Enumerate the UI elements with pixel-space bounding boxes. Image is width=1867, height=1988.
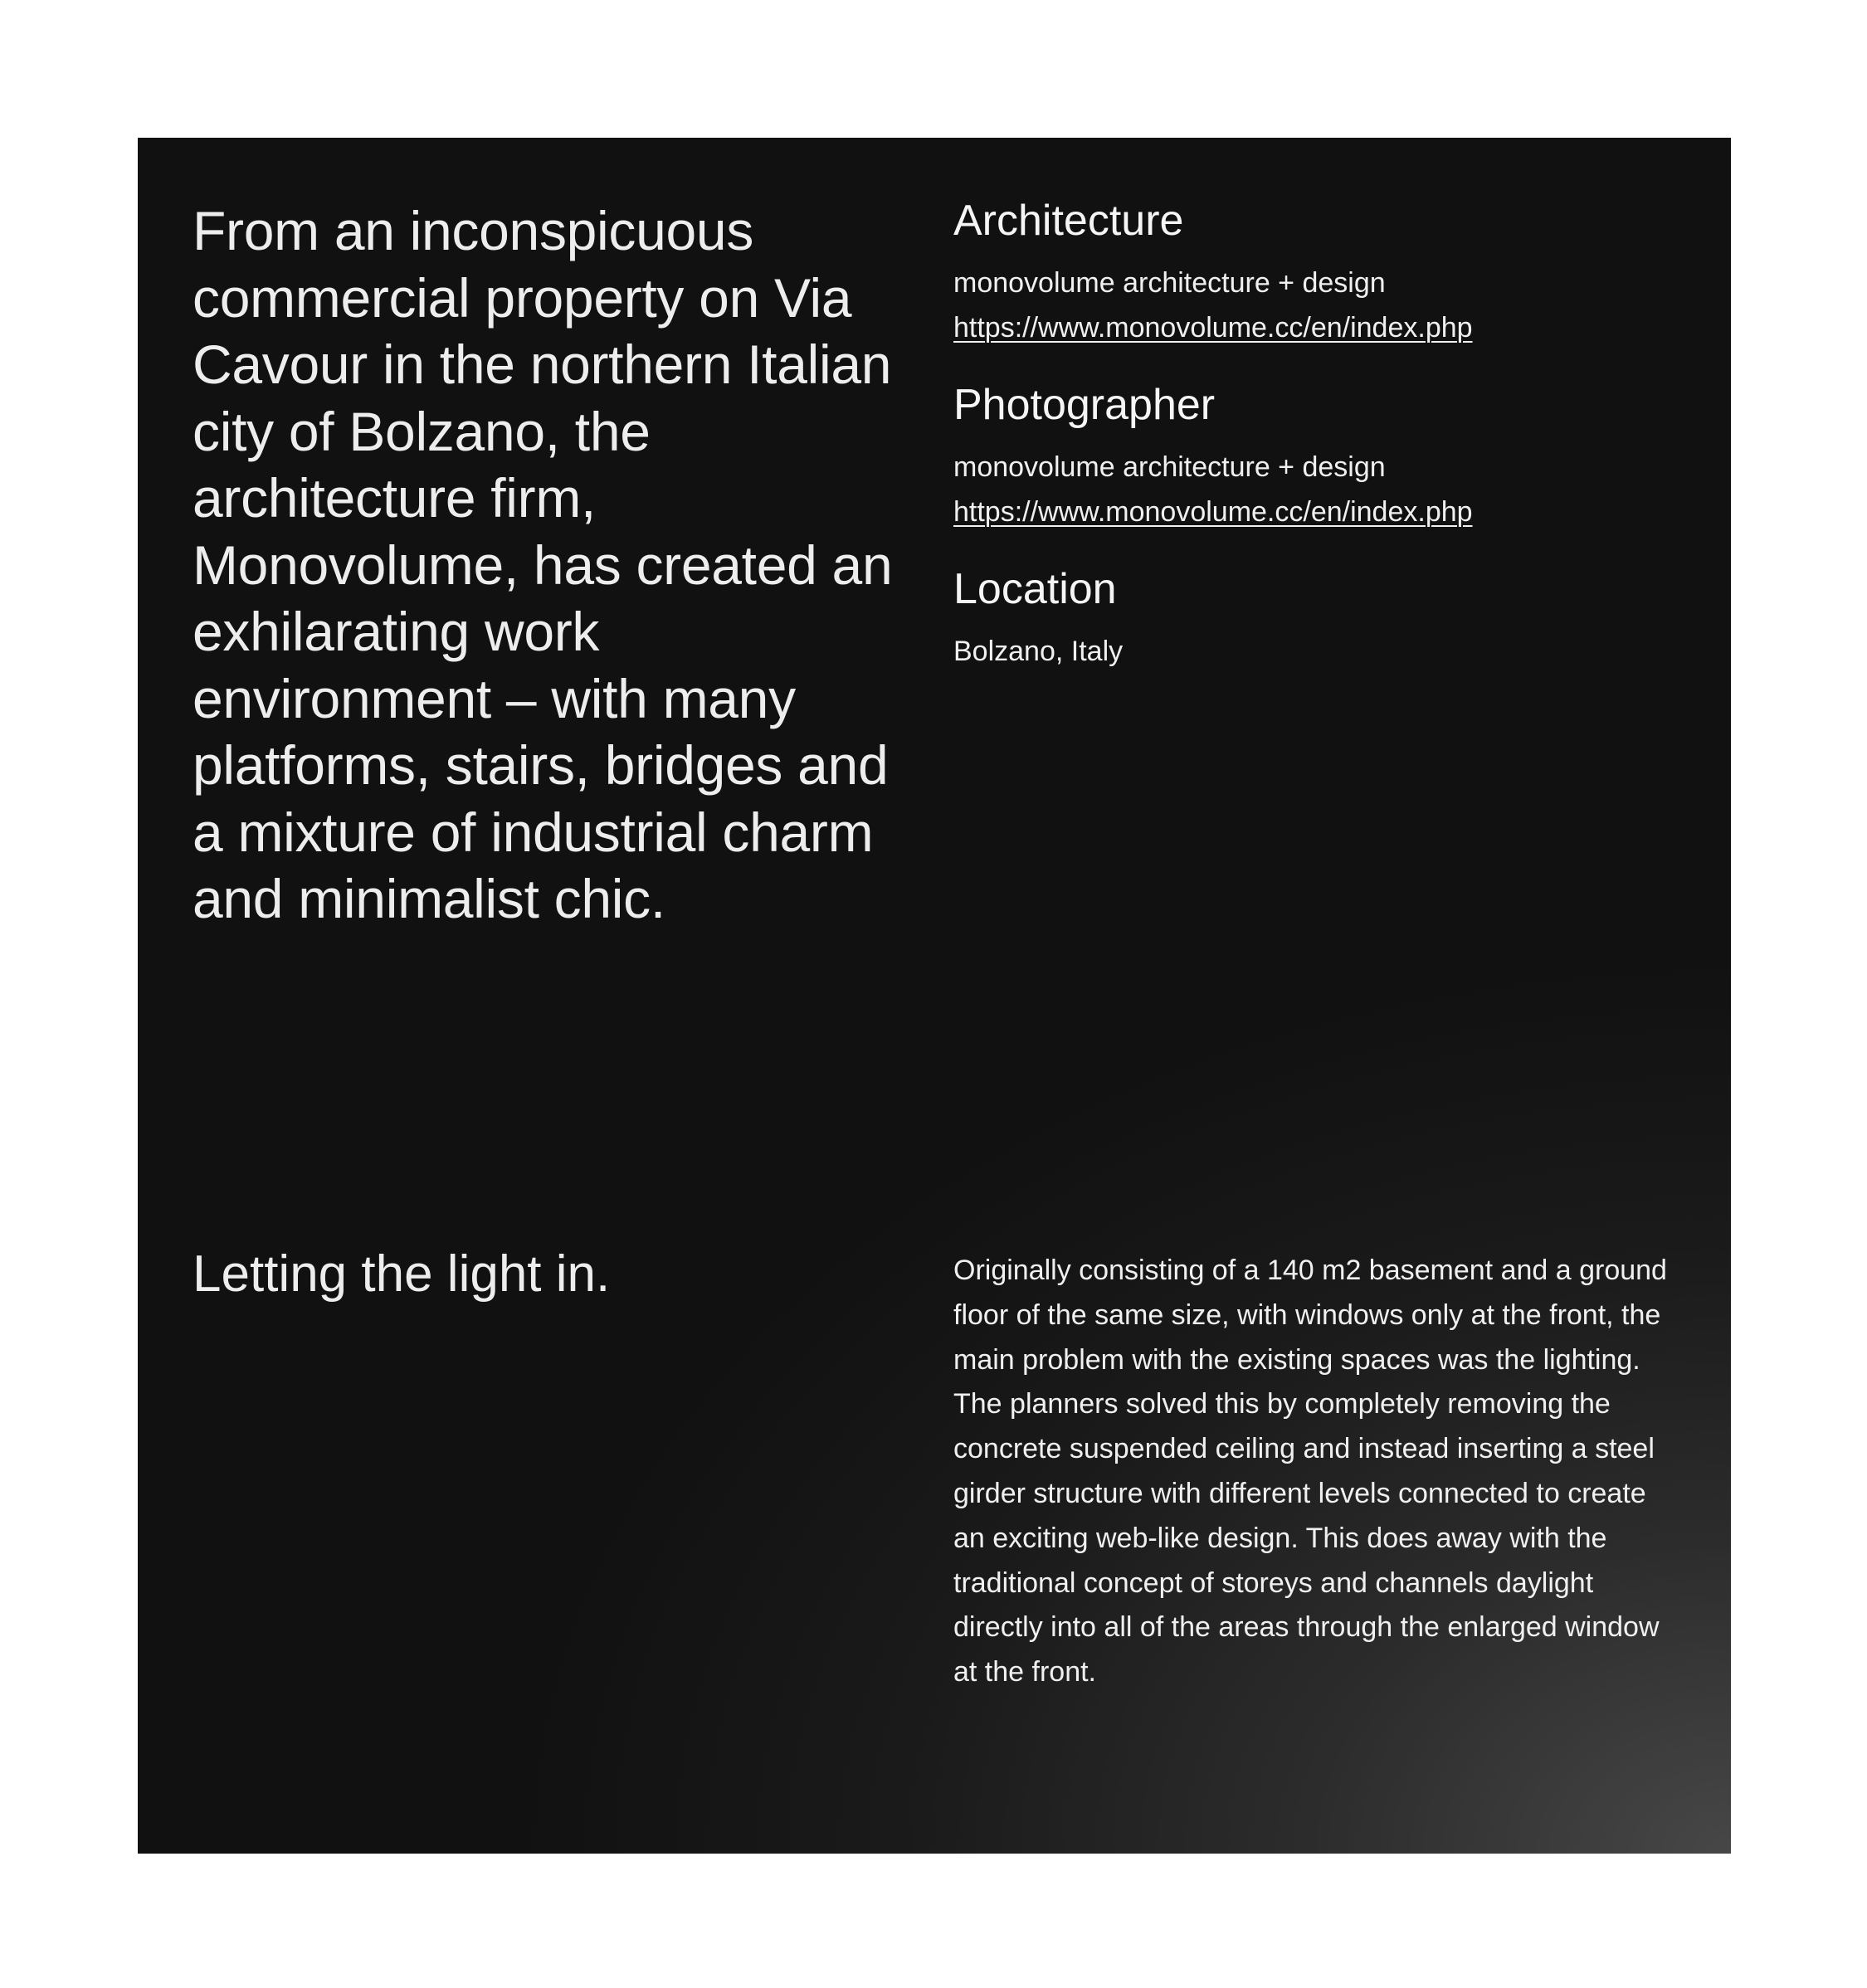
photographer-link[interactable]: https://www.monovolume.cc/en/index.php <box>953 496 1473 528</box>
architecture-heading: Architecture <box>953 197 1184 245</box>
photographer-credit <box>953 378 1684 534</box>
architecture-credit <box>953 194 1684 350</box>
section-title: Letting the light in. <box>193 1245 611 1303</box>
location-value: Bolzano, Italy <box>953 636 1124 667</box>
architecture-link[interactable]: https://www.monovolume.cc/en/index.php <box>953 312 1473 344</box>
content-panel <box>138 138 1731 1854</box>
credits-column <box>953 194 1684 702</box>
photographer-heading: Photographer <box>953 381 1216 429</box>
location-heading: Location <box>953 565 1117 613</box>
intro-paragraph: From an inconspicuous commercial property on Via Cavour in the northern Italian city of Bolzano, the architecture firm, Monovolume, has created an exhilarating work environment – with many platforms, stairs, bridges and a mixture of industrial charm and minimalist chic. <box>193 200 893 929</box>
photographer-name: monovolume architecture + design <box>953 451 1386 483</box>
location-credit <box>953 563 1684 674</box>
section-body: Originally consisting of a 140 m2 basement and a ground floor of the same size, with windows only at the front, the main problem with the existing spaces was the lighting. The planners solved this by completely removing the concrete suspended ceiling and instead inserting a steel girder structure with different levels connected to create an exciting web-like design. This does away with the traditional concept of storeys and channels daylight directly into all of the areas through the enlarged window at the front. <box>953 1255 1667 1688</box>
architecture-name: monovolume architecture + design <box>953 267 1386 299</box>
